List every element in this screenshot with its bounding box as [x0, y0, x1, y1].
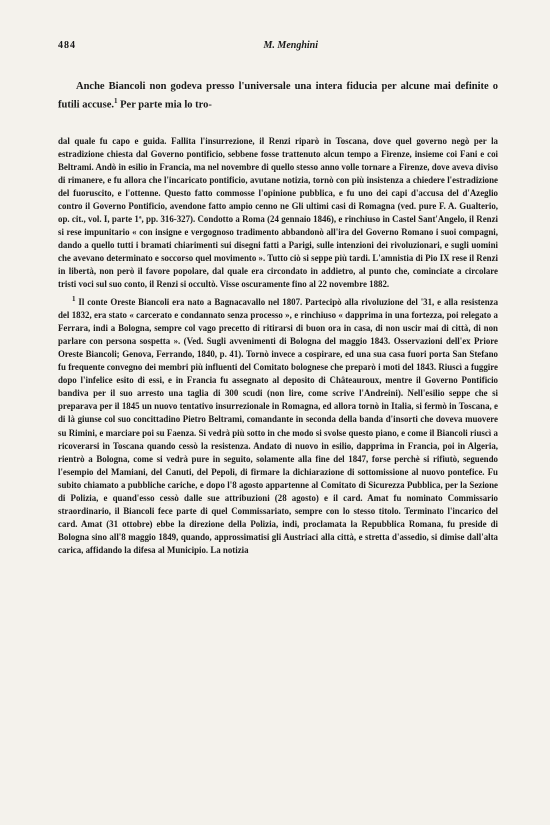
page-number: 484 — [58, 40, 76, 51]
main-text — [58, 79, 498, 113]
main-text-tail: Per parte mia lo tro- — [117, 99, 212, 111]
footnote-continuation: dal quale fu capo e guida. Fallita l'insurrezione, il Renzi riparò in Toscana, dove quel governo negò per la estradizione chiesta dal Governo pontificio, sebbene fosse trattenuto alcun tempo a Firenze, insieme coi Fani e coi Beltrami. Andò in esilio in Francia, ma nel novembre di quello stesso anno volle tornare a Firenze, dove aveva diviso di rimanere, e fu allora che l'incaricato pontificio, avutane notizia, tornò con più insistenza a chiedere l'estradizione del fuoruscito, e l'ottenne. Questo fatto commosse l'opinione pubblica, e fu uno dei capi d'accusa del d'Azeglio contro il Governo Pontificio, avendone fatto ampio cenno ne Gli ultimi casi di Romagna (ved. pure F. A. Gualterio, op. cit., vol. I, parte 1ª, pp. 316-327). Condotto a Roma (24 gennaio 1846), e rinchiuso in Castel Sant'Angelo, il Renzi si rese impunitario « con insigne e vergognoso tradimento abbandonò all'ira del Governo Romano i suoi compagni, dando a quello tutti i bramati chiarimenti sui disegni fatti a Parigi, sulle intenzioni dei rivoluzionari, e sugli uomini che avevano determinato e soccorso quel movimento ». Tutto ciò si seppe più tardi. L'amnistia di Pio IX rese il Renzi in libertà, non però il favore popolare, dal quale era circondato in addietro, al punto che, cominciate a circolare tristi voci sul suo conto, il Renzi si occultò. Visse oscuramente fino al 22 novembre 1882. — [58, 135, 498, 290]
footnote-reference: 1 — [114, 97, 118, 105]
footnote-mark: 1 — [72, 295, 76, 304]
page-header — [58, 40, 498, 51]
main-text-body: Anche Biancoli non godeva presso l'universale una intera fiducia per alcune mai definite o futili accuse. — [58, 81, 498, 111]
running-title: M. Menghini — [263, 40, 318, 51]
footnote-1 — [58, 293, 498, 557]
footnote-1-text: Il conte Oreste Biancoli era nato a Bagnacavallo nel 1807. Partecipò alla rivoluzione del '31, e alla resistenza del 1832, era stato « carcerato e condannato senza processo », e rinchiuso « dapprima in una fortezza, poi relegato a Ferrara, indi a Bologna, sempre col vago precetto di ritirarsi di buon ora in casa, di non uscir mai di città, di non parlare con persona sospetta ». (Ved. Sugli avvenimenti di Bologna del maggio 1843. Osservazioni dell'ex Priore Oreste Biancoli; Genova, Ferrando, 1840, p. 41). Tornò invece a cospirare, ed una sua casa fuori porta San Stefano fu frequente convegno dei membri più influenti del Comitato bolognese che preparò i moti del 1843. Riuscì a fuggire dopo l'infelice esito di essi, e in Francia fu assegnato al deposito di Châteauroux, mentre il Governo Pontificio bandiva per il suo arresto una taglia di 300 scudi (non lire, come scrive l'Andreini). Nell'esilio seppe che si preparava per il 1845 un nuovo tentativo insurrezionale in Romagna, ed allora tornò in Italia, si fermò in Toscana, e di là giunse col suo concittadino Pietro Beltrami, comandante in seconda della banda d'insorti che doveva muovere su Rimini, e marciare poi su Faenza. Si vedrà più sotto in che modo si svolse questo piano, e come il Biancoli riuscì a ricoverarsi in Toscana quando cessò la resistenza. Andato di nuovo in esilio, dapprima in Francia, poi in Algeria, rientrò a Bologna, come si vedrà pure in seguito, solamente alla fine del 1847, forse perchè si rifiutò, seguendo l'esempio del Mamiani, del Canuti, del Pepoli, di firmare la dichiarazione di sottomissione al nuovo pontefice. Fu subito chiamato a pubbliche cariche, e dopo l'8 agosto appartenne al Comitato di Sicurezza Pubblica, per la Sezione di Polizia, e quand'esso cessò dalle sue attribuzioni (28 agosto) e il card. Amat fu nominato Commissario straordinario, il Biancoli fece parte di quel Commissariato, sempre con lo stesso titolo. Terminato l'incarico del card. Amat (31 ottobre) ebbe la direzione della Polizia, indi, proclamata la Repubblica Romana, fu preside di Bologna sino all'8 maggio 1849, quando, approssimatisi gli Austriaci alla città, e stretta d'assedio, si dimise dall'alta carica, affidando la difesa al Municipio. La notizia — [58, 297, 499, 555]
